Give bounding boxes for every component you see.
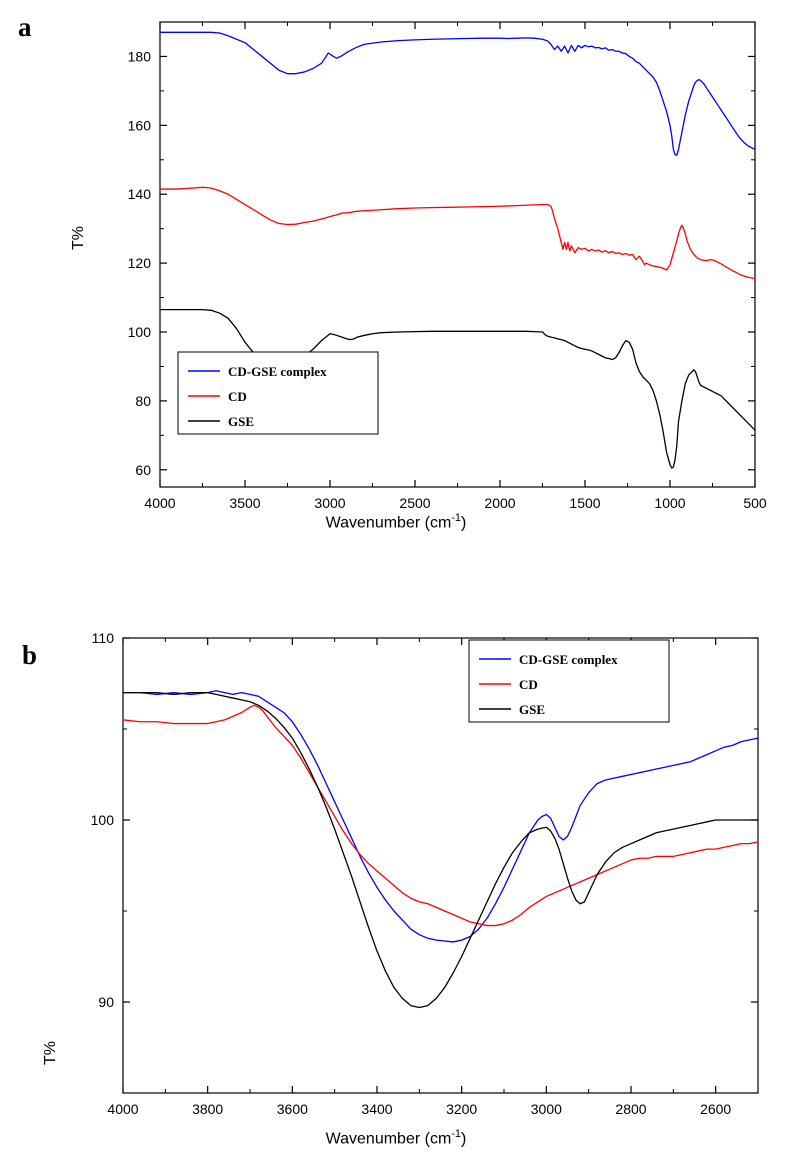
x-tick-label: 3800 [192,1101,224,1117]
legend-label: GSE [228,414,255,429]
legend-label: CD-GSE complex [519,652,618,667]
legend-label: CD [519,677,538,692]
x-tick-label: 500 [743,495,767,510]
y-tick-label: 160 [127,117,151,134]
panel-b-plot [0,600,792,1125]
y-tick-label: 120 [127,255,151,272]
x-tick-label: 3400 [361,1101,393,1117]
panel-a-y-axis-title: T% [70,226,87,250]
x-tick-label: 1000 [654,495,686,510]
series-line [123,693,758,1008]
panel-b-label: b [22,640,38,670]
series-line [160,32,755,155]
panel-b [0,600,792,1157]
panel-b-y-axis-title: T% [42,1041,59,1065]
x-tick-label: 2500 [399,495,431,510]
panel-a-x-axis-title-text: Wavenumber (cm [325,514,452,532]
panel-a [0,0,792,560]
panel-b-x-axis-title-tail: ) [461,1130,467,1148]
x-tick-label: 2000 [484,495,516,510]
panel-a-plot [0,0,792,510]
legend-label: GSE [519,702,546,717]
x-tick-label: 4000 [107,1101,139,1117]
x-tick-label: 2600 [700,1101,732,1117]
x-tick-label: 3000 [530,1101,562,1117]
x-tick-label: 2800 [615,1101,647,1117]
panel-b-svg [0,600,792,1125]
y-tick-label: 110 [91,630,114,646]
panel-b-x-axis-title [0,1128,792,1148]
series-line [160,187,755,278]
series-line [123,691,758,942]
x-tick-label: 4000 [144,495,176,510]
y-tick-label: 60 [135,461,151,478]
x-tick-label: 3500 [229,495,261,510]
panel-a-svg [0,0,792,510]
series-line [123,705,758,925]
panel-b-x-axis-title-text: Wavenumber (cm [325,1130,452,1148]
panel-a-x-axis-title-sup: -1 [451,512,462,524]
panel-a-x-axis-title-tail: ) [461,514,467,532]
y-tick-label: 90 [98,994,114,1010]
y-tick-label: 80 [135,392,151,409]
x-tick-label: 3000 [314,495,346,510]
y-tick-label: 140 [127,186,151,203]
y-tick-label: 180 [127,48,151,65]
legend-label: CD [228,389,247,404]
panel-a-label: a [18,12,32,42]
x-tick-label: 3600 [276,1101,308,1117]
x-tick-label: 3200 [446,1101,478,1117]
legend-label: CD-GSE complex [228,364,327,379]
panel-a-x-axis-title [0,512,792,532]
x-tick-label: 1500 [569,495,601,510]
panel-b-x-axis-title-sup: -1 [451,1128,462,1140]
y-tick-label: 100 [90,812,114,828]
y-tick-label: 100 [127,324,151,340]
